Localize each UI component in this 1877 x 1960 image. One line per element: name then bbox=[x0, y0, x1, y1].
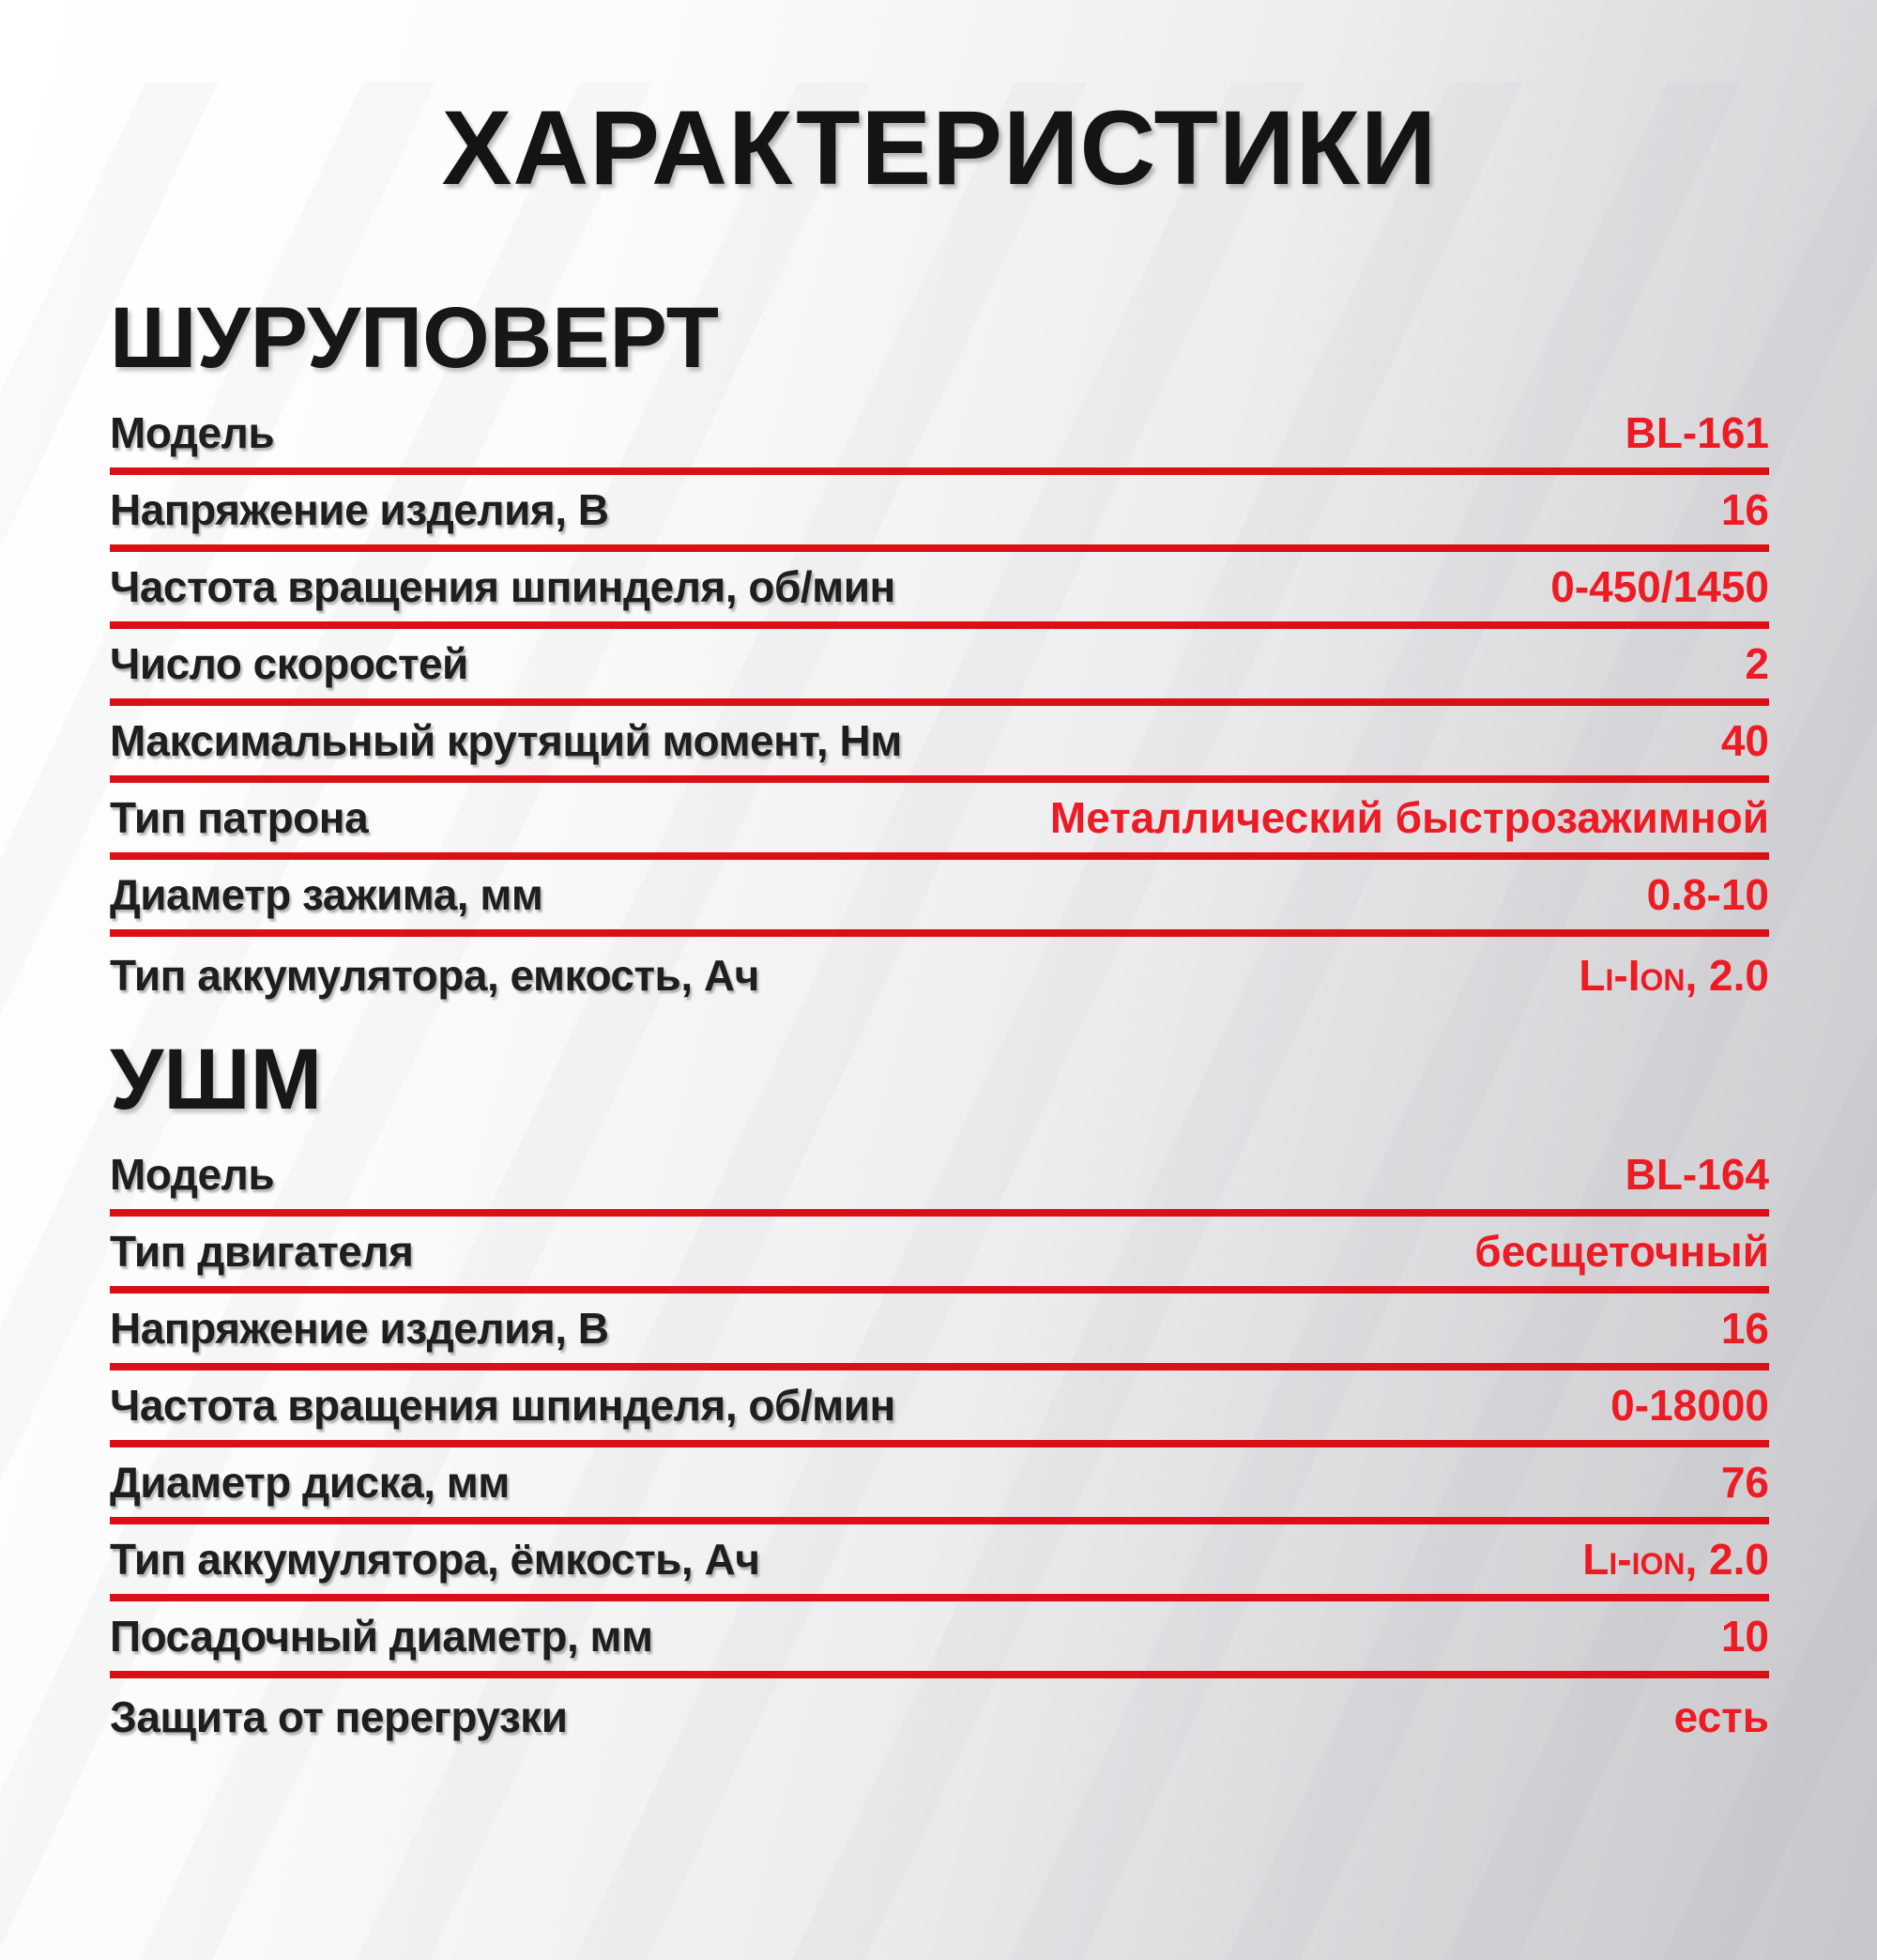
spec-value: 16 bbox=[1720, 1304, 1769, 1353]
spec-label: Диаметр диска, мм bbox=[110, 1458, 510, 1507]
spec-value: Металлический быстрозажимной bbox=[1049, 793, 1769, 842]
spec-row bbox=[110, 860, 1769, 937]
spec-row bbox=[110, 552, 1769, 629]
spec-value: 16 bbox=[1720, 485, 1769, 534]
spec-label: Частота вращения шпинделя, об/мин bbox=[110, 562, 895, 611]
spec-row bbox=[110, 629, 1769, 706]
spec-value: BL-161 bbox=[1625, 408, 1769, 457]
spec-label: Число скоростей bbox=[110, 639, 468, 688]
spec-row bbox=[110, 1370, 1769, 1447]
spec-label: Частота вращения шпинделя, об/мин bbox=[110, 1381, 895, 1430]
spec-label: Диаметр зажима, мм bbox=[110, 870, 543, 919]
spec-row bbox=[110, 398, 1769, 475]
section-heading: УШМ bbox=[110, 1032, 323, 1127]
spec-label: Тип аккумулятора, емкость, Ач bbox=[110, 951, 759, 1000]
spec-value: 76 bbox=[1720, 1458, 1769, 1507]
spec-row bbox=[110, 475, 1769, 552]
section-heading: ШУРУПОВЕРТ bbox=[110, 290, 719, 386]
spec-row bbox=[110, 937, 1769, 1014]
spec-sheet bbox=[0, 83, 1877, 1960]
spec-value: 0-18000 bbox=[1610, 1381, 1769, 1430]
spec-row bbox=[110, 1524, 1769, 1601]
spec-row bbox=[110, 783, 1769, 860]
spec-sections bbox=[110, 290, 1769, 1755]
spec-section bbox=[110, 1032, 1769, 1755]
spec-row bbox=[110, 706, 1769, 783]
spec-label: Защита от перегрузки bbox=[110, 1692, 568, 1741]
spec-label: Модель bbox=[110, 1150, 275, 1199]
spec-label: Напряжение изделия, В bbox=[110, 1304, 609, 1353]
spec-value: 40 bbox=[1720, 716, 1769, 765]
spec-value: 0-450/1450 bbox=[1550, 562, 1769, 611]
spec-value: 2 bbox=[1745, 639, 1769, 688]
spec-row bbox=[110, 1447, 1769, 1524]
spec-label: Тип аккумулятора, ёмкость, Ач bbox=[110, 1535, 760, 1584]
spec-label: Тип патрона bbox=[110, 793, 369, 842]
spec-value: есть bbox=[1673, 1692, 1769, 1741]
spec-label: Посадочный диаметр, мм bbox=[110, 1612, 653, 1661]
spec-row bbox=[110, 1294, 1769, 1370]
spec-label: Максимальный крутящий момент, Нм bbox=[110, 716, 902, 765]
spec-label: Тип двигателя bbox=[110, 1227, 414, 1276]
spec-label: Модель bbox=[110, 408, 275, 457]
spec-row bbox=[110, 1140, 1769, 1217]
spec-value: 0.8-10 bbox=[1646, 870, 1769, 919]
spec-row bbox=[110, 1678, 1769, 1755]
spec-row bbox=[110, 1601, 1769, 1678]
spec-label: Напряжение изделия, В bbox=[110, 485, 609, 534]
spec-value: бесщеточный bbox=[1474, 1227, 1769, 1276]
page-title: ХАРАКТЕРИСТИКИ bbox=[441, 89, 1438, 207]
spec-rows bbox=[110, 1140, 1769, 1755]
spec-section bbox=[110, 290, 1769, 1014]
spec-value: 10 bbox=[1720, 1612, 1769, 1661]
spec-rows bbox=[110, 398, 1769, 1014]
spec-value: BL-164 bbox=[1625, 1150, 1769, 1199]
spec-row bbox=[110, 1217, 1769, 1294]
spec-value: Li-Ion, 2.0 bbox=[1579, 951, 1769, 1000]
spec-value: Li-ion, 2.0 bbox=[1582, 1535, 1769, 1584]
